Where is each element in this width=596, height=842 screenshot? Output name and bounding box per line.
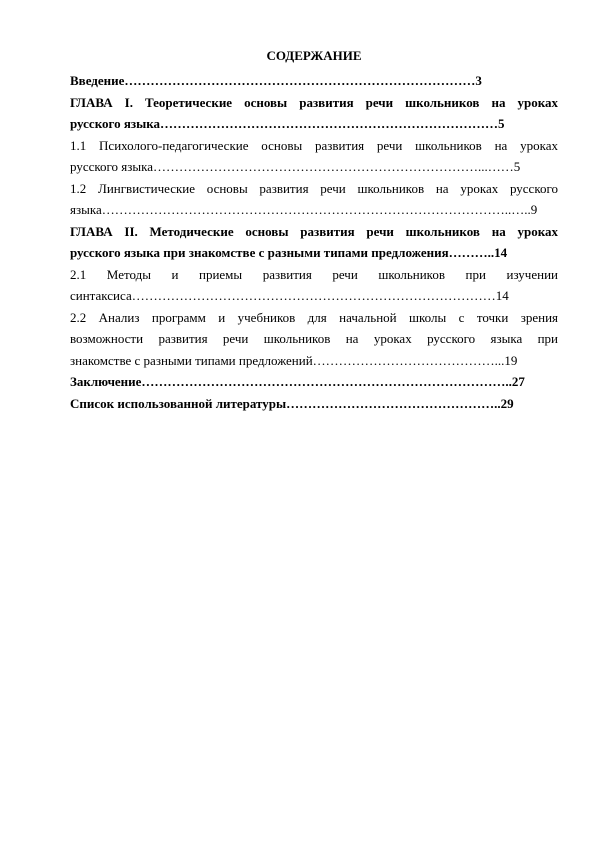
toc-entry-section-1-1: [70, 135, 558, 178]
toc-entry-chapter-2: [70, 221, 558, 264]
toc-entry-section-1-2: [70, 178, 558, 221]
toc-line: Заключение…………………………………………………………………………..27: [70, 374, 525, 389]
toc-line: русского языка при знакомстве с разными типами предложения………..14: [70, 245, 508, 260]
toc-entry-introduction: [70, 70, 558, 92]
toc-line: возможности развития речи школьников на уроках русского языка при: [70, 331, 558, 346]
toc-entry-conclusion: [70, 371, 558, 393]
toc-title: СОДЕРЖАНИЕ: [266, 48, 362, 63]
toc-line: ГЛАВА II. Методические основы развития речи школьников на уроках: [70, 223, 558, 239]
toc-line: 2.2 Анализ программ и учебников для начальной школы с точки зрения: [70, 309, 558, 325]
toc-line: знакомстве с разными типами предложений……………………………………...19: [70, 352, 518, 368]
toc-line: синтаксиса…………………………………………………………………………14: [70, 288, 509, 303]
toc-line: 2.1 Методы и приемы развития речи школьников при изучении: [70, 266, 558, 282]
toc-line: ГЛАВА I. Теоретические основы развития речи школьников на уроках: [70, 94, 558, 110]
toc-line: 1.1 Психолого-педагогические основы развития речи школьников на уроках: [70, 137, 558, 153]
toc-line: языка…………………………………………………………………………………..…..9: [70, 202, 538, 217]
toc-line: Введение………………………………………………………………………3: [70, 73, 482, 88]
toc-line: 1.2 Лингвистические основы развития речи школьников на уроках русского: [70, 180, 558, 196]
toc-line: русского языка…………………………………………………………………...……5: [70, 159, 521, 174]
document-page: [70, 46, 558, 414]
toc-line: Список использованной литературы…………………………………………..29: [70, 395, 514, 411]
toc-line: русского языка……………………………………………………………………5: [70, 116, 505, 131]
toc-entry-chapter-1: [70, 92, 558, 135]
toc-entry-bibliography: [70, 393, 558, 415]
toc-entry-section-2-2: [70, 307, 558, 372]
toc-entry-section-2-1: [70, 264, 558, 307]
